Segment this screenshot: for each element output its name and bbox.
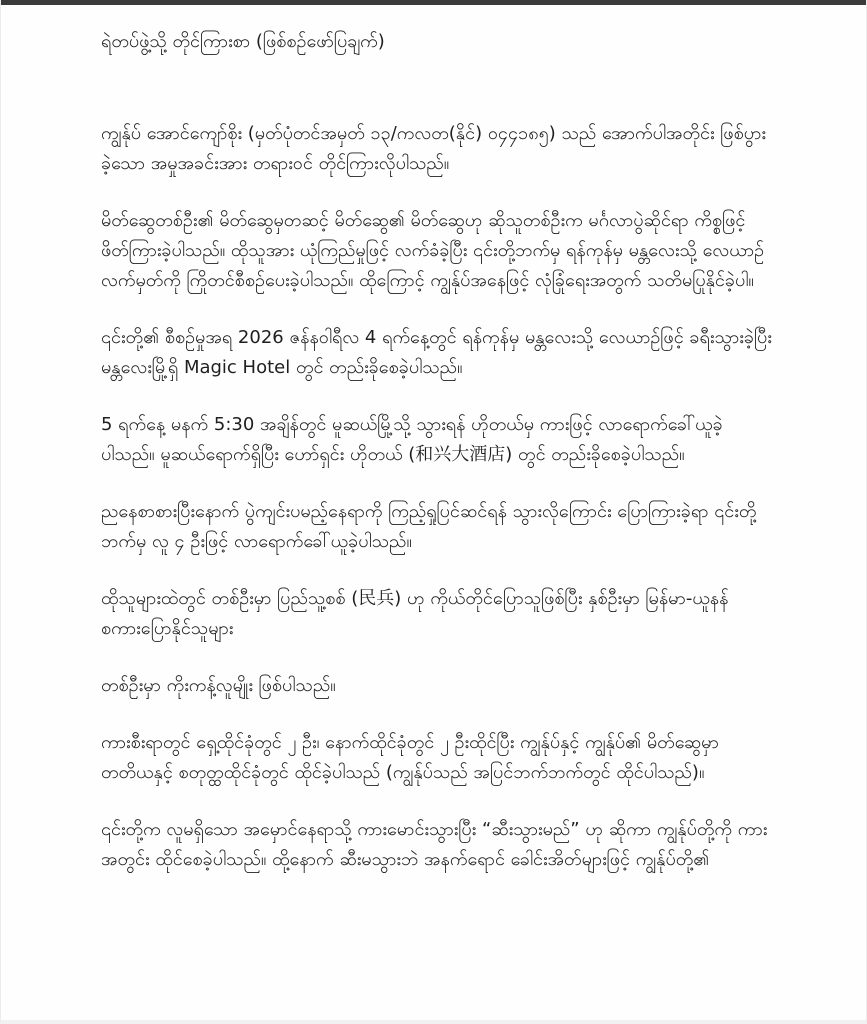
document-paragraph: ညနေစာစားပြီးနောက် ပွဲကျင်းပမည့်နေရာကို ကြည့်ရှုပြင်ဆင်ရန် သွားလိုကြောင်း ပြောကြားခဲ့ရာ ၎င်းတို့ဘက်မှ လူ ၄ ဦးဖြင့် လာရောက်ခေါ်ယူခဲ့ပါသည်။	[101, 501, 757, 552]
document-paragraph: 5 ရက်နေ့ မနက် 5:30 အချိန်တွင် မူဆယ်မြို့သို့ သွားရန် ဟိုတယ်မှ ကားဖြင့် လာရောက်ခေါ်ယူခဲ့ပါသည်။ မူဆယ်ရောက်ရှိပြီး ဟော်ရှင်း ဟိုတယ် (和兴大酒店) တွင် တည်းခိုစေခဲ့ပါသည်။	[101, 414, 723, 465]
document-body	[101, 119, 773, 875]
document-paragraph: ထိုသူများထဲတွင် တစ်ဦးမှာ ပြည်သူ့စစ် (民兵) ဟု ကိုယ်တိုင်ပြောသူဖြစ်ပြီး နှစ်ဦးမှာ မြန်မာ-ယူနန် စကားပြောနိုင်သူများ	[101, 588, 729, 639]
document-paragraph: တစ်ဦးမှာ ကိုးကန့်လူမျိုး ဖြစ်ပါသည်။	[101, 675, 336, 696]
document-paragraph: ၎င်းတို့၏ စီစဉ်မှုအရ 2026 ဇန်နဝါရီလ 4 ရက်နေ့တွင် ရန်ကုန်မှ မန္တလေးသို့ လေယာဉ်ဖြင့် ခရီးသွားခဲ့ပြီး မန္တလေးမြို့ရှိ Magic Hotel တွင် တည်းခိုစေခဲ့ပါသည်။	[101, 327, 772, 378]
document-title: ရဲတပ်ဖွဲ့သို့ တိုင်ကြားစာ (ဖြစ်စဉ်ဖော်ပြချက်)	[101, 31, 385, 52]
document-paragraph: ၎င်းတို့က လူမရှိသော အမှောင်နေရာသို့ ကားမောင်းသွားပြီး “ဆီးသွားမည်” ဟု ဆိုကာ ကျွန်ုပ်တို့ကို ကားအတွင်း ထိုင်စေခဲ့ပါသည်။ ထို့နောက် ဆီးမသွားဘဲ အနက်ရောင် ခေါင်းအိတ်များဖြင့် ကျွန်ုပ်တို့၏	[101, 819, 768, 870]
document-paragraph: ကျွန်ုပ် အောင်ကျော်စိုး (မှတ်ပုံတင်အမှတ် ၁၃/ကလတ(နိုင်) ဝ၄၄၁၈၅) သည် အောက်ပါအတိုင်း ဖြစ်ပွားခဲ့သော အမှုအခင်းအား တရားဝင် တိုင်ကြားလိုပါသည်။	[101, 123, 766, 174]
top-edge-bar	[1, 0, 867, 5]
document-paragraph: မိတ်ဆွေတစ်ဦး၏ မိတ်ဆွေမှတဆင့် မိတ်ဆွေ၏ မိတ်ဆွေဟု ဆိုသူတစ်ဦးက မင်္ဂလာပွဲဆိုင်ရာ ကိစ္စဖြင့် ဖိတ်ကြားခဲ့ပါသည်။ ထိုသူအား ယုံကြည်မှုဖြင့် လက်ခံခဲ့ပြီး ၎င်းတို့ဘက်မှ ရန်ကုန်မှ မန္တလေးသို့ လေယာဉ်လက်မှတ်ကို ကြိုတင်စီစဉ်ပေးခဲ့ပါသည်။ ထိုကြောင့် ကျွန်ုပ်အနေဖြင့် လုံခြုံရေးအတွက် သတိမပြုနိုင်ခဲ့ပါ။	[101, 210, 765, 291]
document-content	[101, 27, 773, 902]
document-paragraph: ကားစီးရာတွင် ရှေ့ထိုင်ခုံတွင် ၂ ဦး၊ နောက်ထိုင်ခုံတွင် ၂ ဦးထိုင်ပြီး ကျွန်ုပ်နှင့် ကျွန်ုပ်၏ မိတ်ဆွေမှာ တတိယနှင့် စတုတ္ထထိုင်ခုံတွင် ထိုင်ခဲ့ပါသည် (ကျွန်ုပ်သည် အပြင်ဘက်ဘက်တွင် ထိုင်ပါသည်)။	[101, 732, 719, 783]
